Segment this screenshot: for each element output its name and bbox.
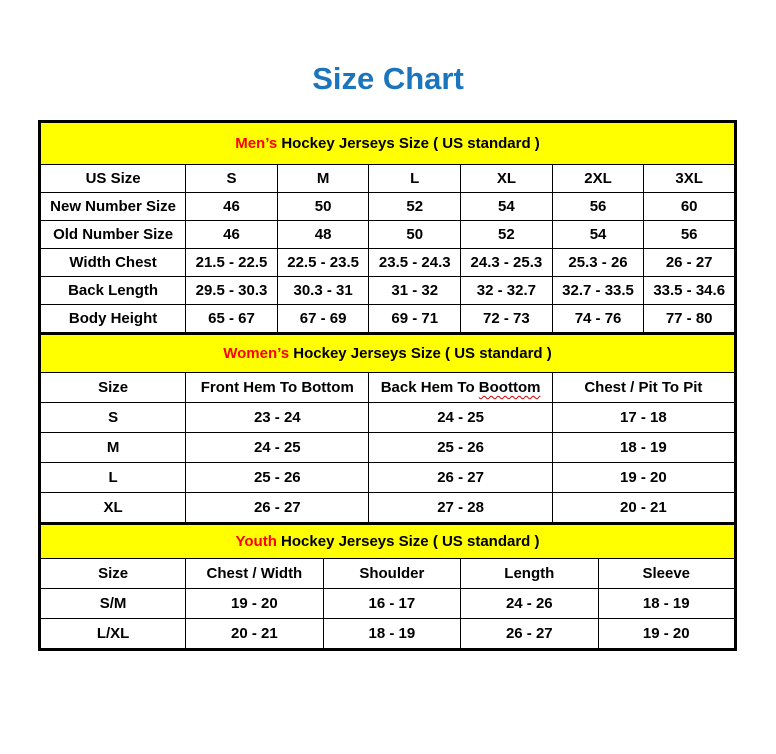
mens-row-label: Back Length (40, 277, 186, 305)
youth-row-label: L/XL (40, 619, 186, 650)
womens-column-header: Chest / Pit To Pit (552, 373, 735, 403)
womens-size-cell: 20 - 21 (552, 493, 735, 524)
mens-section-banner (40, 122, 736, 165)
mens-section-banner-row (40, 122, 736, 165)
mens-size-cell: 46 (186, 221, 278, 249)
womens-row-label: S (40, 403, 186, 433)
womens-banner-highlight: Women’s (223, 345, 290, 362)
mens-column-header: US Size (40, 165, 186, 193)
mens-size-cell: 56 (552, 193, 644, 221)
youth-size-cell: 19 - 20 (186, 589, 323, 619)
mens-size-cell: 67 - 69 (277, 305, 369, 334)
mens-size-table (38, 120, 737, 335)
mens-size-cell: 54 (552, 221, 644, 249)
mens-size-cell: 54 (461, 193, 553, 221)
youth-size-cell: 20 - 21 (186, 619, 323, 650)
mens-size-cell: 32.7 - 33.5 (552, 277, 644, 305)
mens-row-label: Width Chest (40, 249, 186, 277)
mens-size-cell: 32 - 32.7 (461, 277, 553, 305)
mens-table-row (40, 221, 736, 249)
mens-size-cell: 50 (369, 221, 461, 249)
youth-size-cell: 16 - 17 (323, 589, 460, 619)
youth-size-cell: 26 - 27 (461, 619, 598, 650)
youth-size-cell: 18 - 19 (323, 619, 460, 650)
mens-row-label: Body Height (40, 305, 186, 334)
mens-size-cell: 77 - 80 (644, 305, 736, 334)
womens-section-banner-row (40, 334, 736, 373)
womens-size-cell: 26 - 27 (369, 463, 552, 493)
womens-column-header: Size (40, 373, 186, 403)
mens-size-cell: 52 (461, 221, 553, 249)
mens-size-cell: 30.3 - 31 (277, 277, 369, 305)
mens-size-cell: 22.5 - 23.5 (277, 249, 369, 277)
womens-column-header: Back Hem To Boottom (369, 373, 552, 403)
mens-size-cell: 26 - 27 (644, 249, 736, 277)
youth-size-cell: 19 - 20 (598, 619, 735, 650)
womens-column-header: Front Hem To Bottom (186, 373, 369, 403)
mens-table-row (40, 277, 736, 305)
mens-size-cell: 74 - 76 (552, 305, 644, 334)
youth-section-banner-row (40, 524, 736, 559)
mens-size-cell: 31 - 32 (369, 277, 461, 305)
mens-size-cell: 25.3 - 26 (552, 249, 644, 277)
youth-column-header: Sleeve (598, 559, 735, 589)
womens-size-cell: 27 - 28 (369, 493, 552, 524)
mens-table-row (40, 249, 736, 277)
mens-column-header: 2XL (552, 165, 644, 193)
youth-size-cell: 24 - 26 (461, 589, 598, 619)
mens-size-cell: 60 (644, 193, 736, 221)
womens-row-label: XL (40, 493, 186, 524)
mens-column-header: 3XL (644, 165, 736, 193)
youth-section-banner (40, 524, 736, 559)
mens-size-cell: 23.5 - 24.3 (369, 249, 461, 277)
youth-size-table (38, 522, 737, 651)
womens-size-table (38, 332, 737, 525)
youth-column-header: Shoulder (323, 559, 460, 589)
mens-size-cell: 50 (277, 193, 369, 221)
mens-size-cell: 46 (186, 193, 278, 221)
mens-size-cell: 56 (644, 221, 736, 249)
size-chart-tables (38, 120, 737, 651)
womens-header-row (40, 373, 736, 403)
mens-banner-highlight: Men’s (235, 135, 278, 152)
mens-header-row (40, 165, 736, 193)
mens-size-cell: 72 - 73 (461, 305, 553, 334)
womens-row-label: M (40, 433, 186, 463)
mens-column-header: S (186, 165, 278, 193)
mens-table-row (40, 305, 736, 334)
womens-section-banner (40, 334, 736, 373)
mens-size-cell: 24.3 - 25.3 (461, 249, 553, 277)
mens-row-label: Old Number Size (40, 221, 186, 249)
womens-size-cell: 24 - 25 (186, 433, 369, 463)
page-title: Size Chart (312, 61, 464, 96)
womens-size-cell: 18 - 19 (552, 433, 735, 463)
youth-table-row (40, 589, 736, 619)
mens-size-cell: 21.5 - 22.5 (186, 249, 278, 277)
womens-size-cell: 26 - 27 (186, 493, 369, 524)
womens-size-cell: 24 - 25 (369, 403, 552, 433)
mens-column-header: L (369, 165, 461, 193)
womens-banner-text: Hockey Jerseys Size ( US standard ) (289, 345, 552, 362)
womens-table-row (40, 463, 736, 493)
mens-banner-text: Hockey Jerseys Size ( US standard ) (277, 135, 540, 152)
youth-column-header: Length (461, 559, 598, 589)
spellcheck-underlined-word: Boottom (478, 379, 541, 396)
mens-size-cell: 33.5 - 34.6 (644, 277, 736, 305)
mens-column-header: M (277, 165, 369, 193)
womens-size-cell: 19 - 20 (552, 463, 735, 493)
youth-row-label: S/M (40, 589, 186, 619)
womens-size-cell: 23 - 24 (186, 403, 369, 433)
womens-size-cell: 17 - 18 (552, 403, 735, 433)
mens-size-cell: 69 - 71 (369, 305, 461, 334)
youth-table-row (40, 619, 736, 650)
womens-table-row (40, 433, 736, 463)
mens-size-cell: 65 - 67 (186, 305, 278, 334)
mens-row-label: New Number Size (40, 193, 186, 221)
youth-size-cell: 18 - 19 (598, 589, 735, 619)
youth-banner-text: Hockey Jerseys Size ( US standard ) (276, 533, 540, 550)
mens-column-header: XL (461, 165, 553, 193)
youth-column-header: Size (40, 559, 186, 589)
youth-header-row (40, 559, 736, 589)
womens-table-row (40, 493, 736, 524)
womens-row-label: L (40, 463, 186, 493)
youth-banner-highlight: Youth (235, 533, 277, 550)
womens-size-cell: 25 - 26 (369, 433, 552, 463)
mens-size-cell: 48 (277, 221, 369, 249)
mens-size-cell: 29.5 - 30.3 (186, 277, 278, 305)
mens-table-row (40, 193, 736, 221)
youth-column-header: Chest / Width (186, 559, 323, 589)
womens-size-cell: 25 - 26 (186, 463, 369, 493)
womens-table-row (40, 403, 736, 433)
mens-size-cell: 52 (369, 193, 461, 221)
